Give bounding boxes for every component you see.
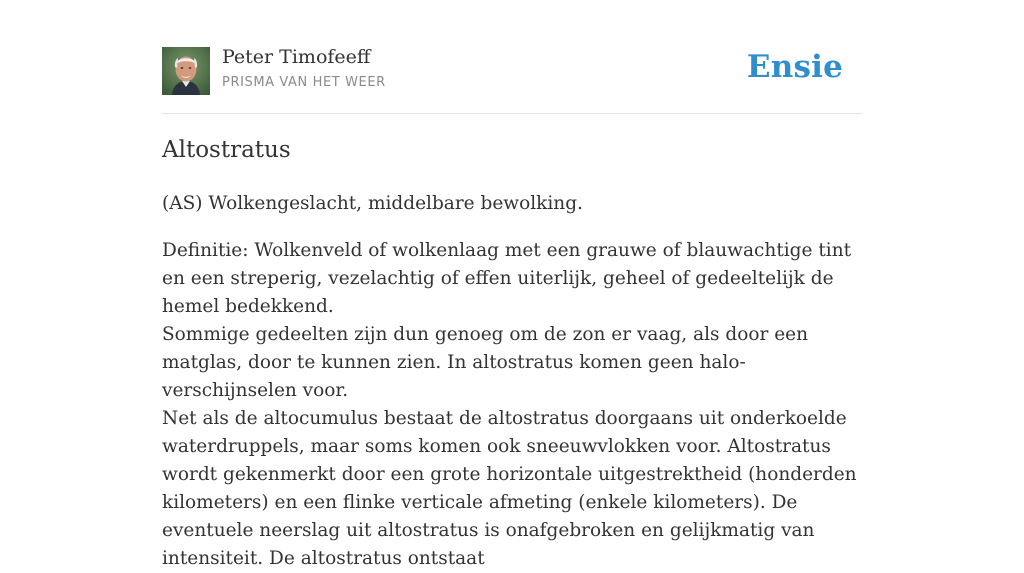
article-body: [162, 190, 872, 573]
article-paragraph-composition: Net als de altocumulus bestaat de altostratus doorgaans uit onderkoelde waterdruppels, maar soms komen ook sneeuwvlokken voor. Altostratus wordt gekenmerkt door een grote horizontale uitgestrektheid (honderden kilometers) en een flinke verticale afmeting (enkele kilometers). De eventuele neerslag uit altostratus is onafgebroken en gelijkmatig van intensiteit. De altostratus ontstaat: [162, 408, 857, 569]
article-lead: (AS) Wolkengeslacht, middelbare bewolking.: [162, 193, 583, 214]
author-header: [162, 46, 862, 96]
author-avatar[interactable]: [162, 47, 210, 95]
avatar-portrait-icon: [162, 47, 210, 95]
article-paragraph-visibility: Sommige gedeelten zijn dun genoeg om de zon er vaag, als door een matglas, door te kunnen zien. In altostratus komen geen halo-verschijnselen voor.: [162, 324, 809, 401]
header-divider: [162, 113, 862, 114]
author-name[interactable]: Peter Timofeeff: [222, 46, 371, 68]
article-title: Altostratus: [162, 137, 291, 163]
ensie-logo[interactable]: Ensie: [746, 49, 843, 85]
article-paragraph-definition: Definitie: Wolkenveld of wolkenlaag met een grauwe of blauwachtige tint en een streperig, vezelachtig of effen uiterlijk, geheel of gedeeltelijk de hemel bedekkend.: [162, 240, 852, 317]
author-subtitle[interactable]: PRISMA VAN HET WEER: [222, 75, 386, 90]
